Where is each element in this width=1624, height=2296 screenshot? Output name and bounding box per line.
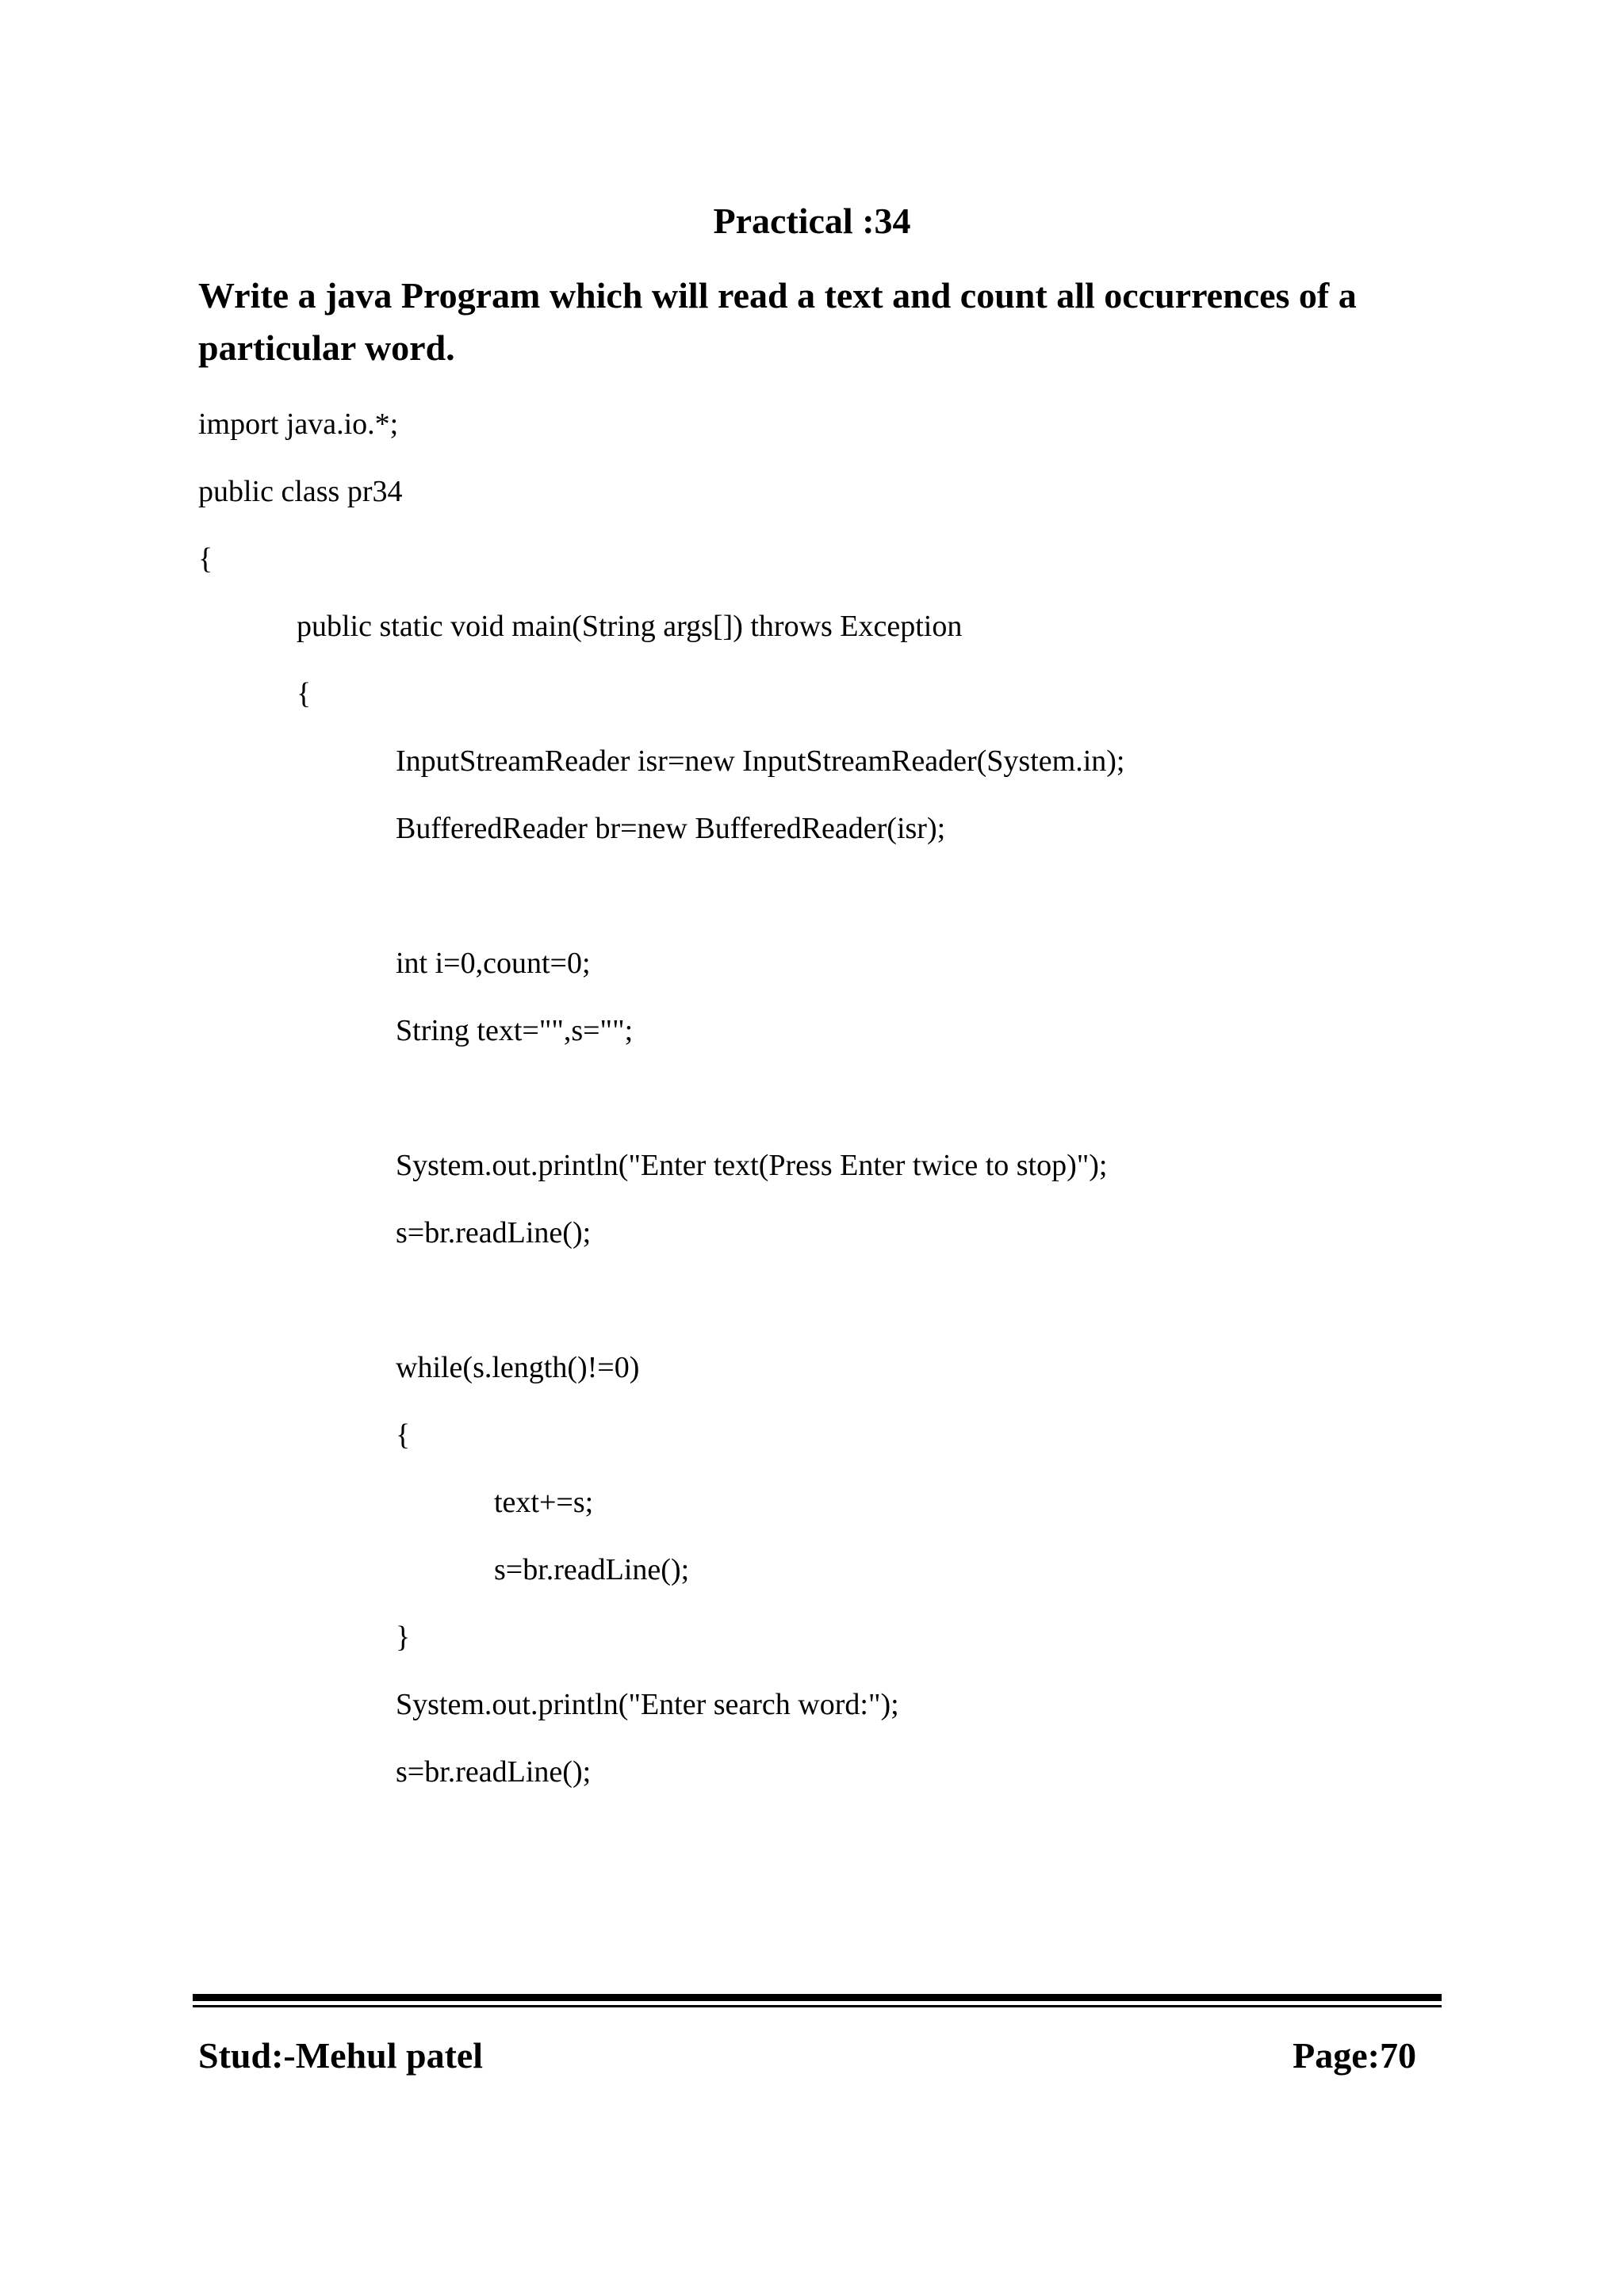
code-line-readline-2: s=br.readLine(); bbox=[494, 1553, 690, 1586]
code-line-readline-3: s=br.readLine(); bbox=[396, 1755, 592, 1789]
code-line-while: while(s.length()!=0) bbox=[396, 1351, 640, 1384]
code-line-println-text: System.out.println("Enter text(Press Enter twice to stop)"); bbox=[396, 1149, 1108, 1182]
footer-divider-thick bbox=[193, 1994, 1442, 2001]
code-line-class: public class pr34 bbox=[198, 475, 403, 508]
code-line-string: String text="",s=""; bbox=[396, 1014, 634, 1047]
footer-divider-thin bbox=[193, 2005, 1442, 2007]
code-line-append: text+=s; bbox=[494, 1486, 594, 1519]
footer-page-number: Page:70 bbox=[1293, 2035, 1416, 2076]
code-line-while-close: } bbox=[396, 1621, 411, 1654]
code-line-int: int i=0,count=0; bbox=[396, 947, 591, 980]
code-line-import: import java.io.*; bbox=[198, 408, 399, 441]
code-line-readline-1: s=br.readLine(); bbox=[396, 1216, 592, 1249]
code-line-main: public static void main(String args[]) throws Exception bbox=[297, 610, 963, 643]
code-line-br: BufferedReader br=new BufferedReader(isr); bbox=[396, 812, 946, 845]
code-line-while-open: { bbox=[396, 1418, 411, 1452]
practical-title: Practical :34 bbox=[713, 201, 911, 241]
code-line-println-word: System.out.println("Enter search word:"); bbox=[396, 1688, 899, 1721]
code-line-main-open: { bbox=[297, 677, 312, 710]
code-line-isr: InputStreamReader isr=new InputStreamReader(System.in); bbox=[396, 744, 1125, 778]
code-line-class-open: { bbox=[198, 542, 213, 576]
footer-student-name: Stud:-Mehul patel bbox=[198, 2035, 484, 2076]
question-heading: Write a java Program which will read a text and count all occurrences of a particular word. bbox=[198, 275, 1357, 368]
